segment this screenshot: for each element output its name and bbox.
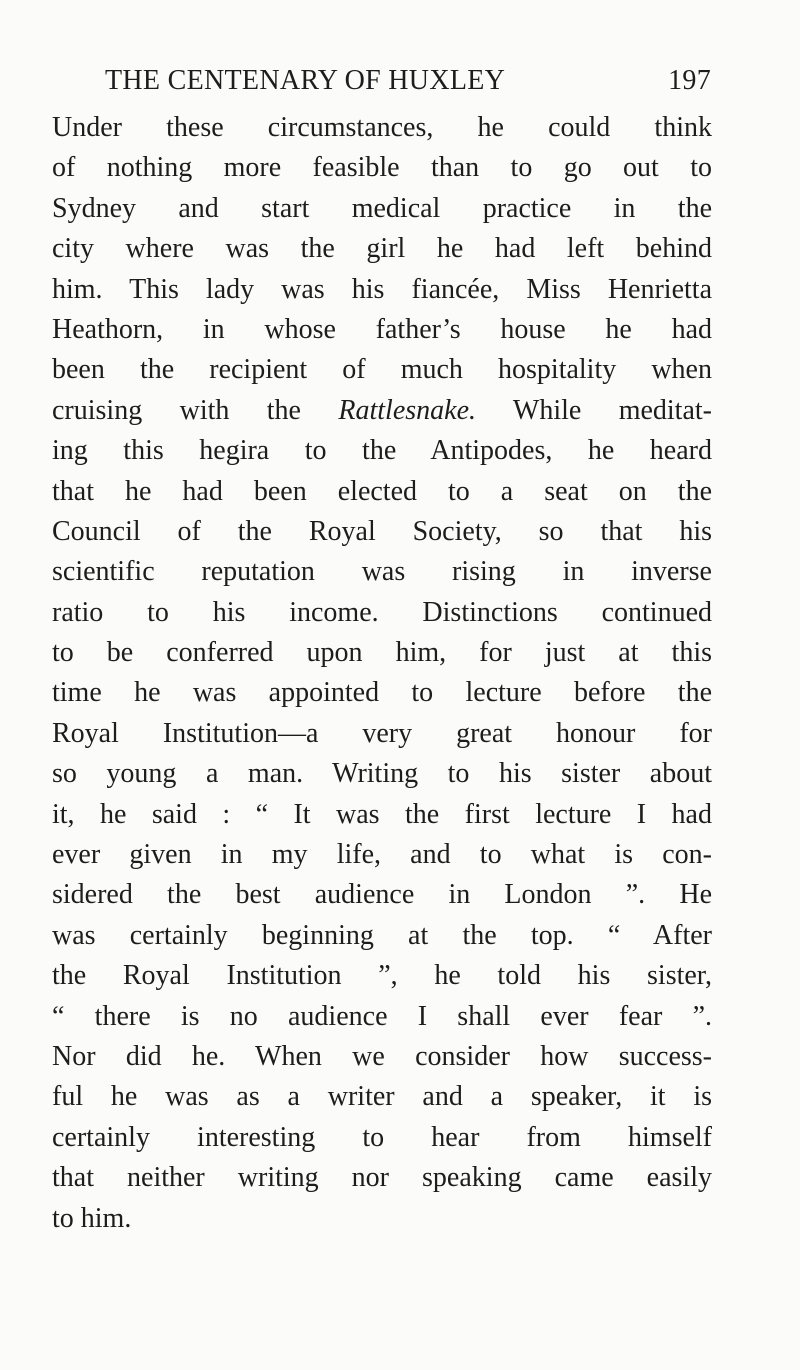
text-line-last: to him. <box>52 1202 132 1234</box>
running-head <box>105 61 711 101</box>
text-line: city where was the girl he had left behind <box>52 233 712 265</box>
text-line: Heathorn, in whose father’s house he had <box>52 313 712 345</box>
text-line: him. This lady was his fiancée, Miss Henrietta <box>52 273 712 305</box>
text-segment: While meditat- <box>512 394 712 426</box>
text-line: Royal Institution—a very great honour for <box>52 717 712 749</box>
running-title: THE CENTENARY OF HUXLEY <box>105 65 506 96</box>
text-line: ful he was as a writer and a speaker, it is <box>52 1081 712 1113</box>
ship-name: Rattlesnake. <box>338 394 476 426</box>
text-line: ever given in my life, and to what is con- <box>52 839 712 871</box>
text-line: “ there is no audience I shall ever fear ”. <box>52 1000 712 1032</box>
text-line: it, he said : “ It was the first lecture I had <box>52 798 712 830</box>
text-line: sidered the best audience in London ”. He <box>52 879 712 911</box>
text-line: Sydney and start medical practice in the <box>52 192 712 224</box>
text-line: of nothing more feasible than to go out to <box>52 152 712 184</box>
text-line: so young a man. Writing to his sister about <box>52 758 712 790</box>
text-line: been the recipient of much hospitality when <box>52 354 712 386</box>
text-line: was certainly beginning at the top. “ After <box>52 919 712 951</box>
body-paragraph <box>52 108 712 1239</box>
text-segment: cruising with the <box>52 394 301 426</box>
text-line: certainly interesting to hear from himself <box>52 1121 712 1153</box>
text-line: ing this hegira to the Antipodes, he heard <box>52 435 712 467</box>
text-line: to be conferred upon him, for just at this <box>52 637 712 669</box>
text-line: that neither writing nor speaking came easily <box>52 1162 712 1194</box>
text-line: Council of the Royal Society, so that his <box>52 515 712 547</box>
text-line: time he was appointed to lecture before the <box>52 677 712 709</box>
text-line: Nor did he. When we consider how success- <box>52 1040 712 1072</box>
text-line: that he had been elected to a seat on the <box>52 475 712 507</box>
text-line: the Royal Institution ”, he told his sister, <box>52 960 712 992</box>
text-line: Under these circumstances, he could think <box>52 112 712 143</box>
text-line: scientific reputation was rising in inverse <box>52 556 712 588</box>
text-line-with-ship-name <box>52 391 712 431</box>
text-line: ratio to his income. Distinctions continued <box>52 596 712 628</box>
page-number: 197 <box>668 65 711 96</box>
